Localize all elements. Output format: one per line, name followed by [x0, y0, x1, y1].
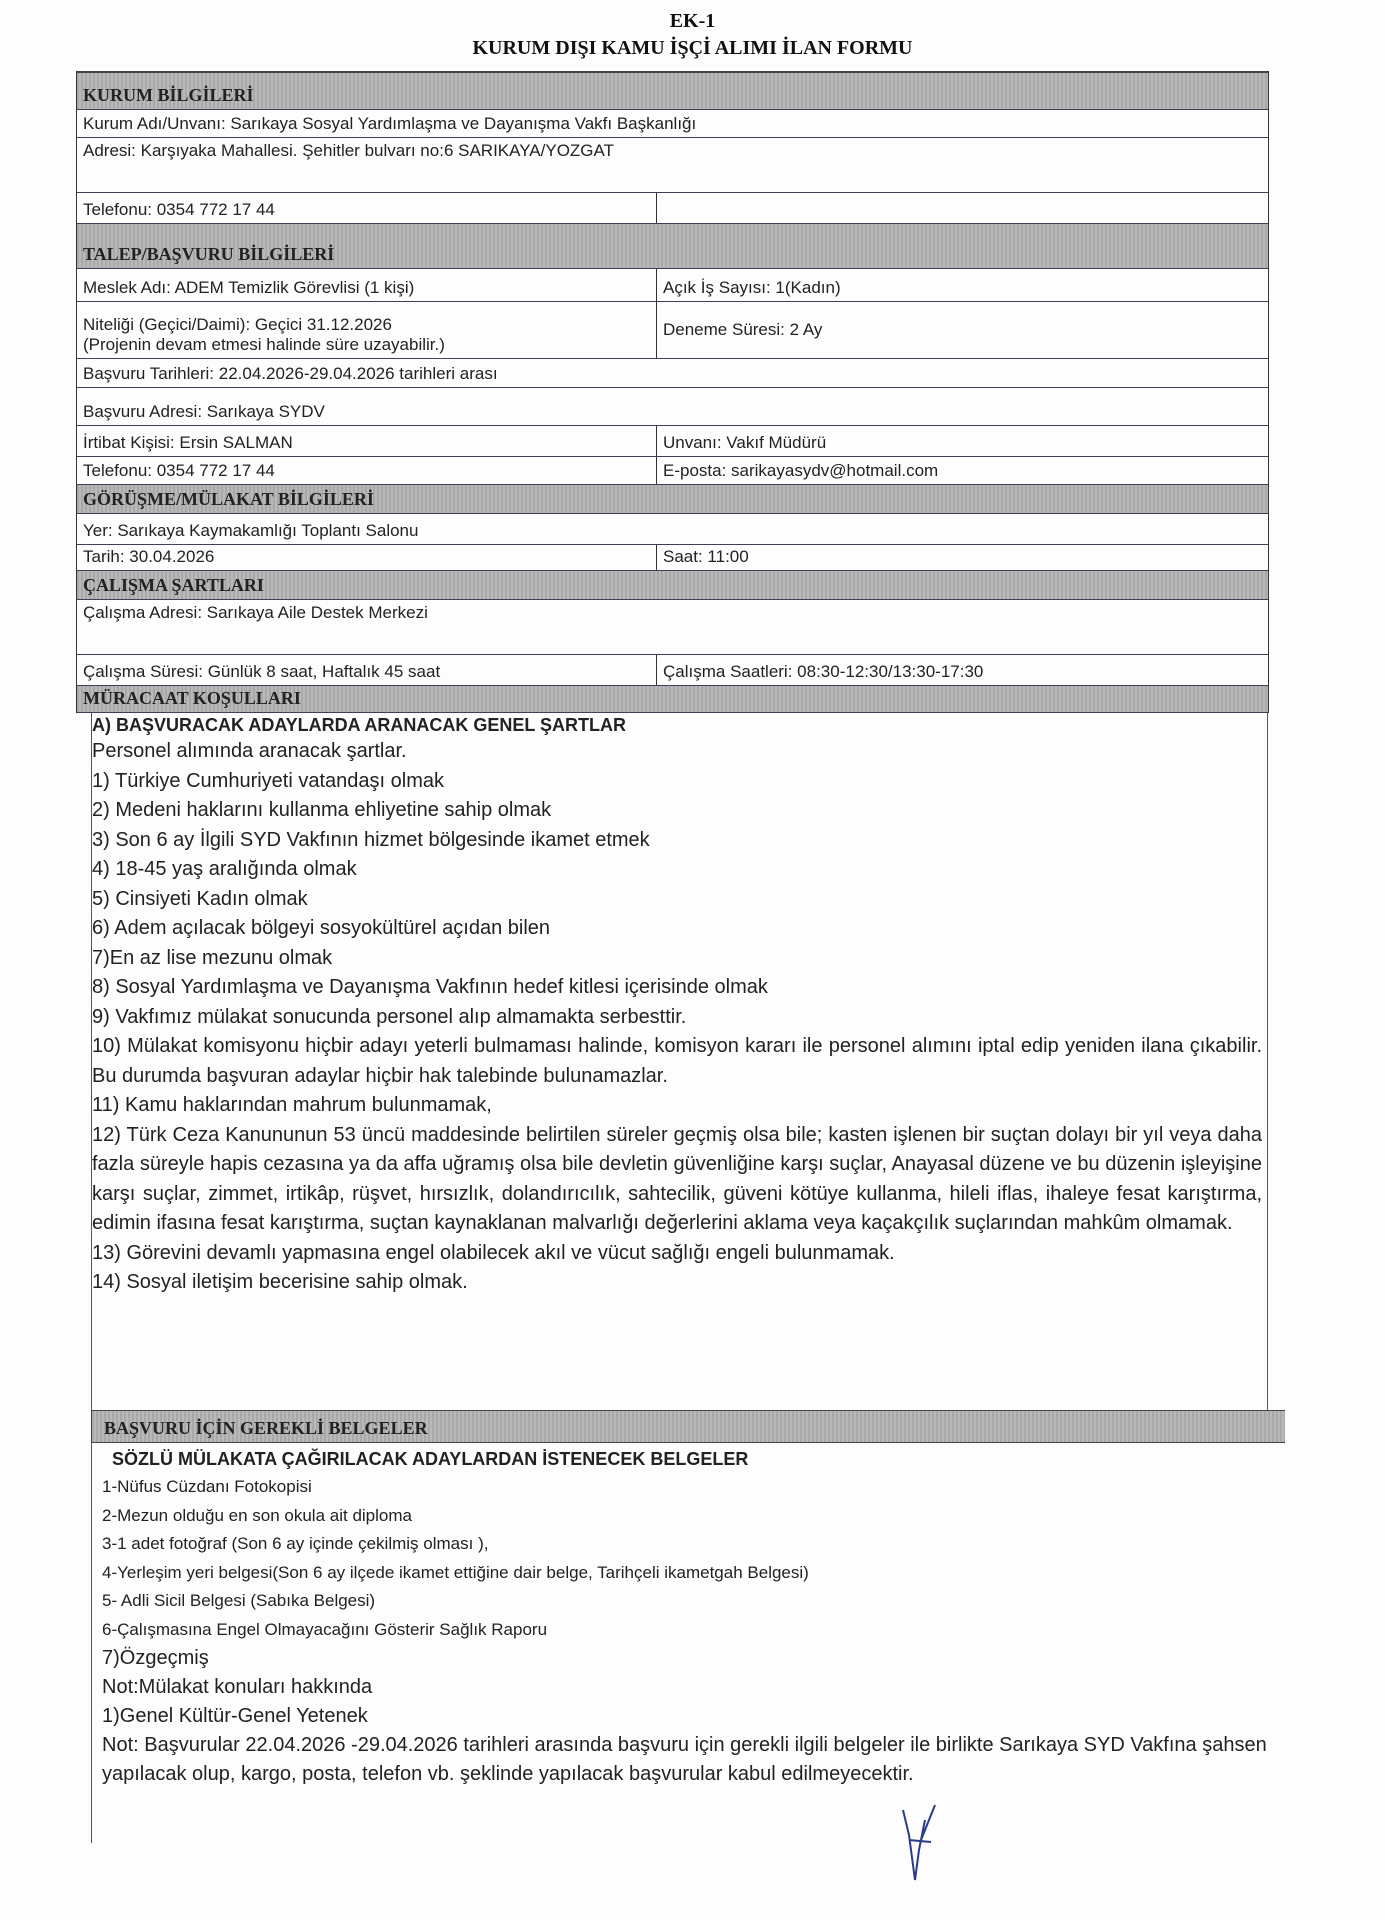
- condition-item: 14) Sosyal iletişim becerisine sahip olmak.: [92, 1271, 468, 1293]
- contact-title: Unvanı: Vakıf Müdürü: [663, 433, 827, 452]
- condition-item: 1) Türkiye Cumhuriyeti vatandaşı olmak: [92, 769, 444, 792]
- section-muracaat: MÜRACAAT KOŞULLARI: [83, 688, 301, 708]
- section-belgeler-bar: [91, 1410, 1285, 1443]
- condition-item: 3) Son 6 ay İlgili SYD Vakfının hizmet bölgesinde ikamet etmek: [92, 828, 650, 851]
- contact-phone: Telefonu: 0354 772 17 44: [77, 457, 657, 484]
- institution-address: Adresi: Karşıyaka Mahallesi. Şehitler bulvarı no:6 SARIKAYA/YOZGAT: [83, 141, 614, 160]
- interview-topics-note: Not:Mülakat konuları hakkında: [102, 1676, 373, 1698]
- institution-phone: Telefonu: 0354 772 17 44: [77, 193, 657, 223]
- section-kurum: KURUM BİLGİLERİ: [83, 85, 254, 105]
- form-title: KURUM DIŞI KAMU İŞÇİ ALIMI İLAN FORMU: [472, 37, 913, 59]
- condition-item: 12) Türk Ceza Kanununun 53 üncü maddesinde belirtilen süreler geçmiş olsa bile; kasten işlenen bir suçtan dolayı bir yıl veya daha fazla süreyle hapis cezasına ya da affa uğramış olsa bile devletin güvenliğine karşı suçlar, Anayasal düzene ve bu düzenin işleyişine karşı suçlar, zimmet, irtikâp, rüşvet, hırsızlık, dolandırıcılık, sahtecilik, güveni kötüye kullanma, hileli iflas, ihaleye fesat karıştırma, edimin ifasına fesat karıştırma, suçtan kaynaklanan malvarlığı değerlerini aklama veya kaçakçılık suçlarından mahkûm olmamak.: [92, 1123, 1262, 1234]
- application-address: Başvuru Adresi: Sarıkaya SYDV: [83, 402, 325, 421]
- condition-item: 11) Kamu haklarından mahrum bulunmamak,: [92, 1094, 492, 1116]
- condition-item: 7)En az lise mezunu olmak: [92, 946, 333, 969]
- required-documents: [102, 1445, 1267, 1789]
- condition-item: 10) Mülakat komisyonu hiçbir adayı yeterli bulmaması halinde, komisyon kararı ile personel alımını iptal edip yeniden ilana çıkabilir. Bu durumda başvuran adaylar hiçbir hak talebinde bulunamazlar.: [92, 1035, 1262, 1087]
- interview-time: Saat: 11:00: [663, 547, 749, 566]
- condition-item: 13) Görevini devamlı yapmasına engel olabilecek akıl ve vücut sağlığı engeli bulunmamak.: [92, 1241, 895, 1264]
- interview-topic: 1)Genel Kültür-Genel Yetenek: [102, 1705, 368, 1727]
- document-item: 5- Adli Sicil Belgesi (Sabıka Belgesi): [102, 1591, 376, 1610]
- job-nature: Niteliği (Geçici/Daimi): Geçici 31.12.2026: [83, 315, 392, 334]
- condition-item: 2) Medeni haklarını kullanma ehliyetine sahip olmak: [92, 799, 552, 821]
- contact-email[interactable]: E-posta: sarikayasydv@hotmail.com: [663, 461, 939, 480]
- section-calisma: ÇALIŞMA ŞARTLARI: [83, 575, 264, 595]
- empty-cell: [657, 193, 1268, 223]
- announcement-form: [76, 71, 1269, 713]
- documents-subheading: SÖZLÜ MÜLAKATA ÇAĞIRILACAK ADAYLARDAN İSTENECEK BELGELER: [112, 1449, 749, 1469]
- conditions-subheading: A) BAŞVURACAK ADAYLARDA ARANACAK GENEL ŞARTLAR: [92, 715, 627, 735]
- condition-item: 8) Sosyal Yardımlaşma ve Dayanışma Vakfının hedef kitlesi içerisinde olmak: [92, 976, 768, 998]
- document-item: 6-Çalışmasına Engel Olmayacağını Gösterir Sağlık Raporu: [102, 1619, 548, 1639]
- work-duration: Çalışma Süresi: Günlük 8 saat, Haftalık 45 saat: [77, 655, 657, 685]
- work-hours: Çalışma Saatleri: 08:30-12:30/13:30-17:30: [663, 662, 984, 681]
- condition-item: 6) Adem açılacak bölgeyi sosyokültürel açıdan bilen: [92, 917, 551, 939]
- interview-date: Tarih: 30.04.2026: [77, 545, 657, 570]
- work-address: Çalışma Adresi: Sarıkaya Aile Destek Merkezi: [83, 603, 428, 622]
- resume-item: 7)Özgeçmiş: [102, 1647, 209, 1669]
- condition-item: 9) Vakfımız mülakat sonucunda personel alıp almamakta serbesttir.: [92, 1005, 687, 1028]
- document-item: 4-Yerleşim yeri belgesi(Son 6 ay ilçede ikamet ettiğine dair belge, Tarihçeli ikametgah Belgesi): [102, 1562, 809, 1582]
- condition-item: 4) 18-45 yaş aralığında olmak: [92, 858, 357, 880]
- job-nature-note: (Projenin devam etmesi halinde süre uzayabilir.): [83, 335, 445, 354]
- institution-name: Kurum Adı/Unvanı: Sarıkaya Sosyal Yardımlaşma ve Dayanışma Vakfı Başkanlığı: [83, 114, 697, 133]
- application-conditions: [92, 713, 1262, 1298]
- final-note: Not: Başvurular 22.04.2026 -29.04.2026 tarihleri arasında başvuru için gerekli ilgili belgeler ile birlikte Sarıkaya SYD Vakfına şahsen yapılacak olup, kargo, posta, telefon vb. şeklinde yapılacak başvurular kabul edilmeyecektir.: [102, 1734, 1267, 1785]
- interview-place: Yer: Sarıkaya Kaymakamlığı Toplantı Salonu: [83, 521, 419, 540]
- document-item: 1-Nüfus Cüzdanı Fotokopisi: [102, 1477, 312, 1496]
- documents-list: [102, 1473, 1267, 1644]
- contact-person: İrtibat Kişisi: Ersin SALMAN: [77, 426, 657, 456]
- section-talep: TALEP/BAŞVURU BİLGİLERİ: [83, 244, 335, 264]
- border-line: [1267, 713, 1268, 1410]
- signature: [895, 1800, 945, 1890]
- condition-item: 5) Cinsiyeti Kadın olmak: [92, 887, 308, 910]
- section-gorusme: GÖRÜŞME/MÜLAKAT BİLGİLERİ: [83, 489, 374, 509]
- document-item: 2-Mezun olduğu en son okula ait diploma: [102, 1505, 412, 1525]
- application-dates: Başvuru Tarihleri: 22.04.2026-29.04.2026 tarihleri arası: [83, 364, 498, 383]
- border-line: [91, 1443, 92, 1843]
- trial-period: Deneme Süresi: 2 Ay: [663, 320, 823, 339]
- section-belgeler: BAŞVURU İÇİN GEREKLİ BELGELER: [104, 1418, 428, 1438]
- conditions-intro: Personel alımında aranacak şartlar.: [92, 740, 407, 762]
- conditions-list: [92, 767, 1262, 1298]
- occupation: Meslek Adı: ADEM Temizlik Görevlisi (1 kişi): [77, 269, 657, 301]
- annex-label: EK-1: [669, 10, 716, 32]
- document-item: 3-1 adet fotoğraf (Son 6 ay içinde çekilmiş olması ),: [102, 1534, 489, 1553]
- openings: Açık İş Sayısı: 1(Kadın): [663, 278, 841, 297]
